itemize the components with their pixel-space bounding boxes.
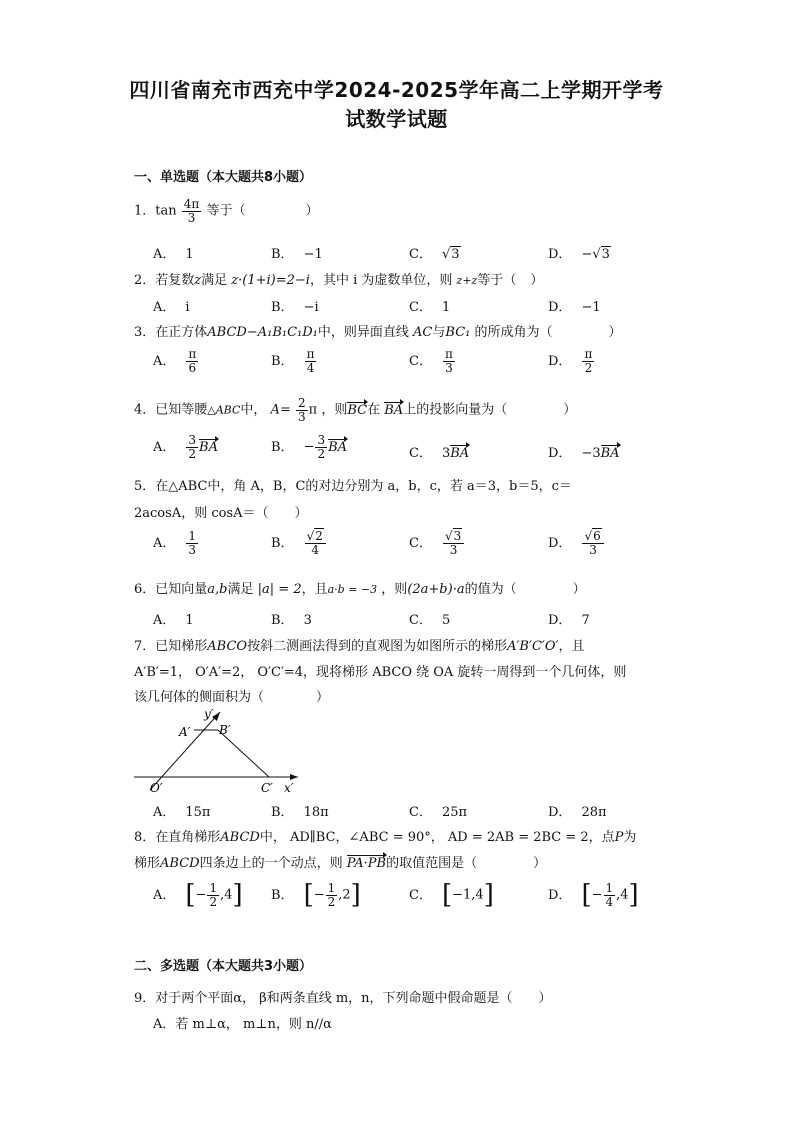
q7-option-d[interactable]: D． 28π <box>548 805 607 820</box>
q7-option-a[interactable]: A． 15π <box>153 805 211 820</box>
segment-b-c <box>218 730 269 777</box>
question-4: 4．已知等腰△ABC中， A= $\frac{2}{3}$ π ，则BC在 BA上的投影向量为（ ） <box>134 396 577 424</box>
section-single-choice: 一、单选题（本大题共8小题） <box>134 170 313 185</box>
question-7-line-2: A′B′=1， O′A′=2， O′C′=4，现将梯形 ABCO 绕 OA 旋转一周得到一个几何体，则 <box>134 665 627 680</box>
q2-option-a[interactable]: A． i <box>153 300 190 315</box>
q8-option-a[interactable]: A． [− $\frac{1}{2}$ ,4] <box>153 880 243 910</box>
q3-option-a[interactable]: A． $\frac{\pi}{6}$ <box>153 347 197 375</box>
q9-option-a[interactable]: A．若 m⊥α， m⊥n，则 n//α <box>153 1017 332 1032</box>
q8-option-b[interactable]: B． [− $\frac{1}{2}$ ,2] <box>271 880 361 910</box>
question-3: 3．在正方体ABCD−A₁B₁C₁D₁中，则异面直线 AC与BC₁ 的所成角为（ ） <box>134 325 622 340</box>
q2-option-d[interactable]: D． −1 <box>548 300 601 315</box>
q2-option-b[interactable]: B． −i <box>271 300 319 315</box>
q1-option-b[interactable]: B． −1 <box>271 247 323 262</box>
q3-option-b[interactable]: B． $\frac{\pi}{4}$ <box>271 347 315 375</box>
q5-option-c[interactable]: C． $\frac{√3}{3}$ <box>409 530 465 556</box>
question-8-line-1: 8．在直角梯形ABCD中， AD∥BC，∠ABC = 90°， AD = 2AB = 2BC = 2，点P为 <box>134 830 637 845</box>
title-line-2: 试数学试题 <box>345 107 448 131</box>
q7-option-c[interactable]: C． 25π <box>409 805 468 820</box>
y-axis <box>150 712 220 790</box>
question-7-line-1: 7．已知梯形ABCO按斜二测画法得到的直观图为如图所示的梯形A′B′C′O′，且 <box>134 639 585 654</box>
label-b: B′ <box>219 723 231 737</box>
title-line-1: 四川省南充市西充中学2024-2025学年高二上学期开学考 <box>129 78 664 102</box>
q5-option-b[interactable]: B． $\frac{√2}{4}$ <box>271 530 327 556</box>
label-x: x′ <box>284 781 294 795</box>
label-c: C′ <box>261 781 273 795</box>
q1-option-d[interactable]: D． −√3 <box>548 247 610 262</box>
question-8-line-2: 梯形ABCD四条边上的一个动点，则 PA·PB的取值范围是（ ） <box>134 856 547 871</box>
question-1: 1．tan $\frac{4\pi}{3}$ 等于（ ） <box>134 197 319 225</box>
q6-option-b[interactable]: B． 3 <box>271 613 312 628</box>
question-2: 2．若复数z满足 z·(1+i)=2−i，其中 i 为虚数单位，则 z+z等于（ ） <box>134 273 544 288</box>
q5-option-a[interactable]: A． $\frac{1}{3}$ <box>153 529 197 557</box>
q5-option-d[interactable]: D． $\frac{√6}{3}$ <box>548 530 605 556</box>
question-6: 6．已知向量a,b满足 |a| = 2，且a·b = −3 ，则(2a+b)·a的值为（ ） <box>134 582 586 597</box>
x-axis-arrow <box>290 774 298 780</box>
label-a: A′ <box>179 725 191 739</box>
q1-option-a[interactable]: A． 1 <box>153 247 194 262</box>
q4-option-a[interactable]: A． $\frac{3}{2}$ BA <box>153 433 218 461</box>
question-5-line-1: 5．在△ABC中，角 A，B，C的对边分别为 a，b，c，若 a＝3，b＝5，c＝ <box>134 479 572 494</box>
q3-option-c[interactable]: C． $\frac{\pi}{3}$ <box>409 347 453 375</box>
q2-option-c[interactable]: C． 1 <box>409 300 451 315</box>
section-multi-choice: 二、多选题（本大题共3小题） <box>134 959 313 974</box>
label-y: y′ <box>204 707 214 721</box>
q7-option-b[interactable]: B． 18π <box>271 805 329 820</box>
q6-option-a[interactable]: A． 1 <box>153 613 194 628</box>
q1-option-c[interactable]: C． √3 <box>409 247 460 262</box>
question-5-line-2: 2acosA，则 cosA＝（ ） <box>134 506 308 521</box>
question-9: 9．对于两个平面α， β和两条直线 m，n，下列命题中假命题是（ ） <box>134 991 552 1006</box>
q8-option-c[interactable]: C． [−1,4] <box>409 880 494 910</box>
q6-option-d[interactable]: D． 7 <box>548 613 590 628</box>
q4-option-b[interactable]: B． − $\frac{3}{2}$ BA <box>271 433 348 461</box>
q6-option-c[interactable]: C． 5 <box>409 613 451 628</box>
question-7-line-3: 该几何体的侧面积为（ ） <box>134 690 330 705</box>
q4-option-c[interactable]: C． 3BA <box>409 446 470 461</box>
label-o: O′ <box>150 781 163 795</box>
q4-option-d[interactable]: D． −3BA <box>548 446 620 461</box>
q3-option-d[interactable]: D． $\frac{\pi}{2}$ <box>548 347 593 375</box>
q8-option-d[interactable]: D． [− $\frac{1}{4}$ ,4] <box>548 880 639 910</box>
trapezoid-diagram <box>132 706 304 798</box>
